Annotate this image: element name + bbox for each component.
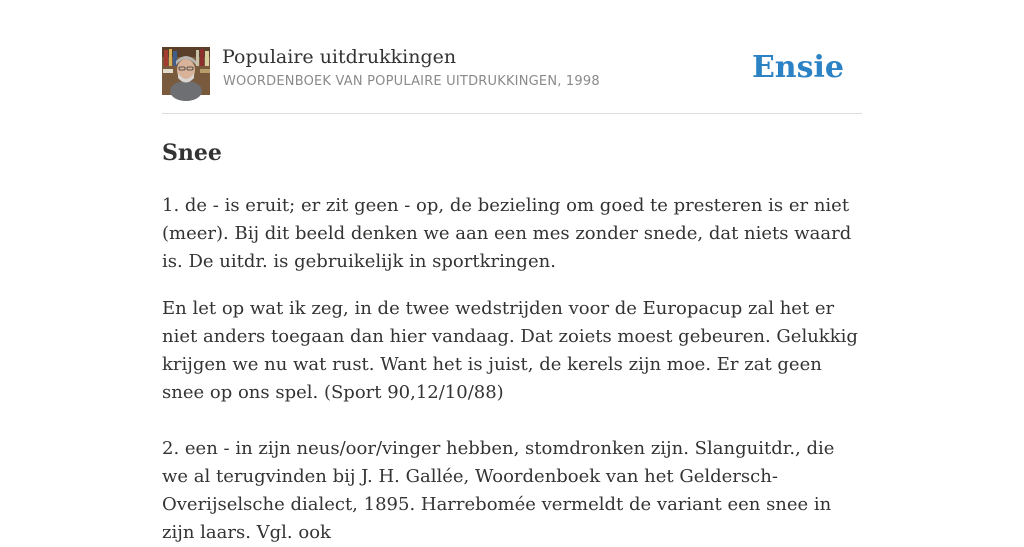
author-avatar-image <box>162 47 210 95</box>
source-header <box>162 46 862 114</box>
source-subtitle: WOORDENBOEK VAN POPULAIRE UITDRUKKINGEN, 1998 <box>223 74 600 89</box>
author-avatar[interactable] <box>162 47 210 95</box>
source-title[interactable]: Populaire uitdrukkingen <box>222 46 457 68</box>
entry-heading: Snee <box>162 140 222 166</box>
entry-paragraph: 1. de - is eruit; er zit geen - op, de bezieling om goed te presteren is er niet (meer). Bij dit beeld denken we aan een mes zonder snede, dat niets waard is. De uitdr. is gebruikelijk in sportkringen. <box>162 195 852 272</box>
ensie-logo[interactable]: Ensie <box>751 50 844 85</box>
page <box>162 0 862 547</box>
entry-paragraph: 2. een - in zijn neus/oor/vinger hebben, stomdronken zijn. Slanguitdr., die we al terugvinden bij J. H. Gallée, Woordenboek van het Geldersch- Overijselsche dialect, 1895. Harrebomée vermeldt de variant een snee in zijn laars. Vgl. ook <box>162 438 835 543</box>
entry-quote: En let op wat ik zeg, in de twee wedstrijden voor de Europacup zal het er niet anders toegaan dan hier vandaag. Dat zoiets moest gebeuren. Gelukkig krijgen we nu wat rust. Want het is juist, de kerels zijn moe. Er zat geen snee op ons spel. (Sport 90,12/10/88) <box>162 298 858 403</box>
